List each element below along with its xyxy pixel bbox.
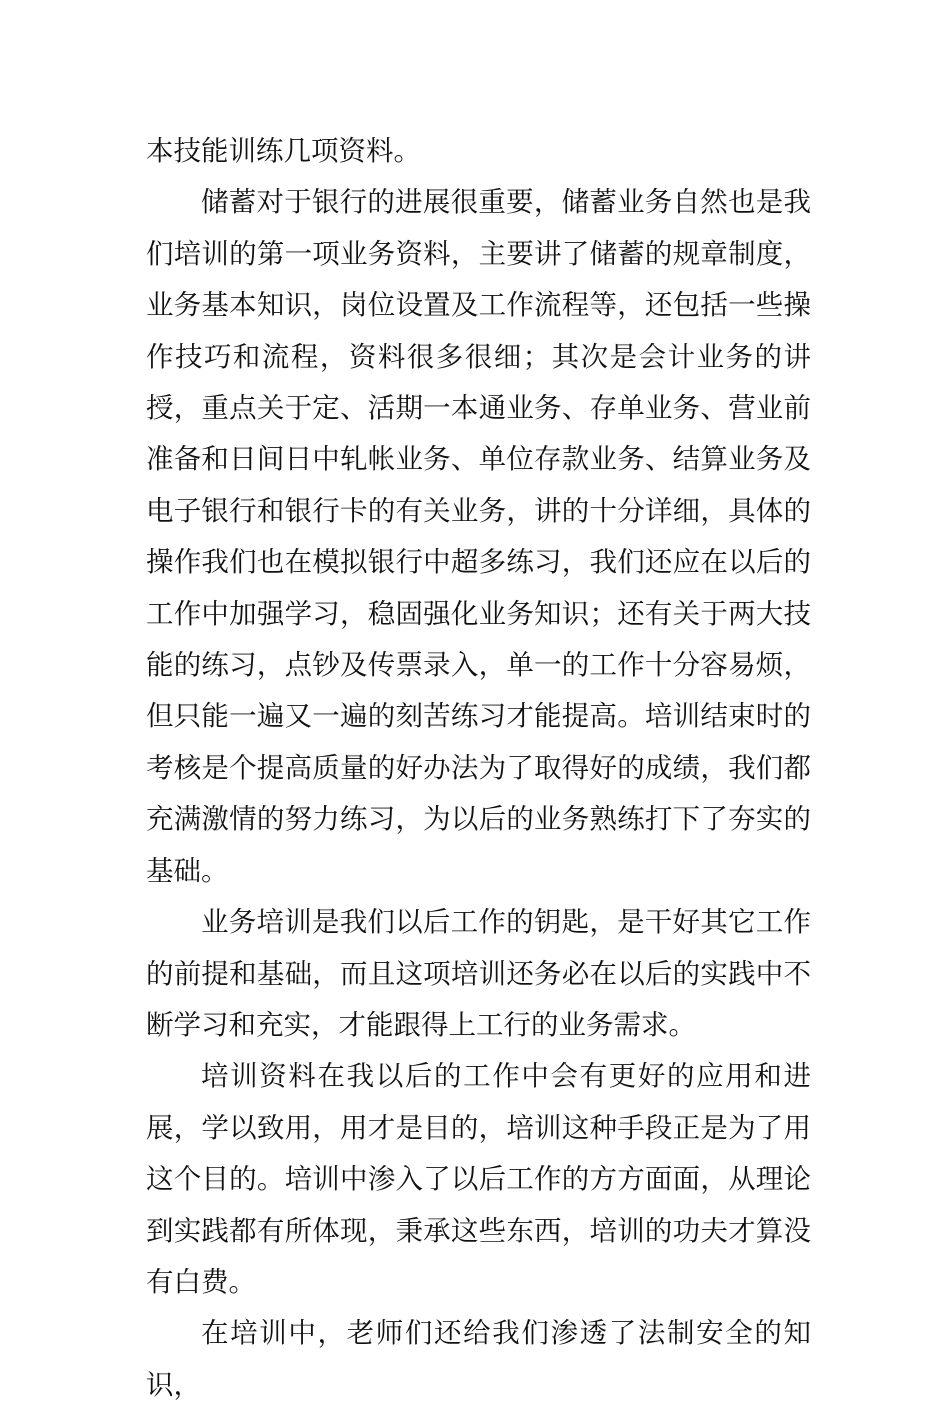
paragraph-business-training-key: 业务培训是我们以后工作的钥匙，是干好其它工作的前提和基础，而且这项培训还务必在以后的实践中不断学习和充实，才能跟得上工行的业务需求。	[146, 906, 811, 1041]
paragraph-training-application: 培训资料在我以后的工作中会有更好的应用和进展，学以致用，用才是目的，培训这种手段正是为了用这个目的。培训中渗入了以后工作的方方面面，从理论到实践都有所体现，秉承这些东西，培训的功夫才算没有白费。	[146, 1060, 811, 1298]
paragraph-legal-safety: 在培训中，老师们还给我们渗透了法制安全的知识，	[146, 1317, 811, 1401]
paragraph-continuation: 本技能训练几项资料。	[146, 135, 421, 167]
paragraph-savings-training: 储蓄对于银行的进展很重要，储蓄业务自然也是我们培训的第一项业务资料，主要讲了储蓄的规章制度，业务基本知识，岗位设置及工作流程等，还包括一些操作技巧和流程，资料很多很细；其次是会计业务的讲授，重点关于定、活期一本通业务、存单业务、营业前准备和日间日中轧帐业务、单位存款业务、结算业务及电子银行和银行卡的有关业务，讲的十分详细，具体的操作我们也在模拟银行中超多练习，我们还应在以后的工作中加强学习，稳固强化业务知识；还有关于两大技能的练习，点钞及传票录入，单一的工作十分容易烦，但只能一遍又一遍的刻苦练习才能提高。培训结束时的考核是个提高质量的好办法为了取得好的成绩，我们都充满激情的努力练习，为以后的业务熟练打下了夯实的基础。	[146, 186, 811, 887]
document-body	[146, 126, 811, 1411]
